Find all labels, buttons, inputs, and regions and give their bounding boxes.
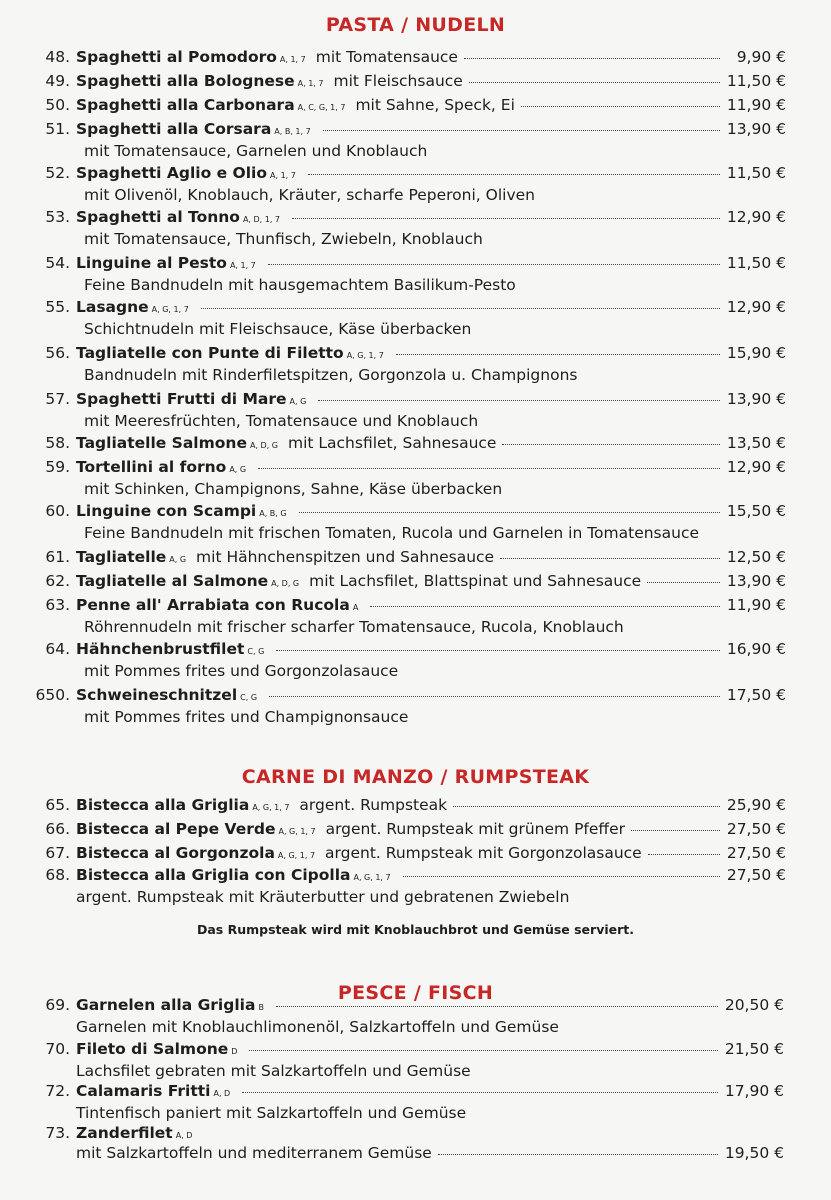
item-allergens: A, G, 1, 7 — [346, 351, 384, 360]
item-allergens: A, D, G — [271, 579, 300, 588]
item-name: Penne all' Arrabiata con Rucola — [76, 596, 350, 614]
item-description: mit Schinken, Champignons, Sahne, Käse überbacken — [84, 480, 503, 498]
dot-leader — [242, 1091, 718, 1093]
menu-item-row — [0, 1124, 784, 1146]
item-price: 13,90 € — [726, 120, 786, 138]
item-name: Bistecca alla Griglia con Cipolla — [76, 866, 351, 884]
dot-leader — [201, 307, 720, 309]
item-allergens: A, G — [229, 465, 247, 474]
item-allergens: A, C, G, 1, 7 — [297, 103, 346, 112]
item-description: mit Meeresfrüchten, Tomatensauce und Knoblauch — [84, 412, 479, 430]
item-number: 61. — [45, 548, 70, 566]
section-title-pasta: PASTA / NUDELN — [325, 14, 506, 36]
item-price: 11,90 € — [726, 596, 786, 614]
dot-leader — [318, 399, 720, 401]
item-name: Calamaris Fritti — [76, 1082, 211, 1100]
item-number: 64. — [45, 640, 70, 658]
item-name: Tortellini al forno — [76, 458, 227, 476]
item-number: 48. — [45, 48, 70, 66]
item-number: 67. — [45, 844, 70, 862]
dot-leader — [292, 217, 720, 219]
item-allergens: A, G, 1, 7 — [278, 827, 316, 836]
item-price: 27,50 € — [726, 844, 786, 862]
item-inline-description: mit Lachsfilet, Sahnesauce — [287, 434, 497, 452]
item-name: Bistecca alla Griglia — [76, 796, 250, 814]
section-title-carne: CARNE DI MANZO / RUMPSTEAK — [241, 766, 590, 788]
item-name: Zanderfilet — [76, 1124, 173, 1142]
carne-note: Das Rumpsteak wird mit Knoblauchbrot und Gemüse serviert. — [196, 922, 634, 937]
menu-item-row — [0, 844, 786, 866]
item-number: 69. — [45, 996, 70, 1014]
item-name: Fileto di Salmone — [76, 1040, 229, 1058]
item-allergens: A, 1, 7 — [229, 261, 256, 270]
item-allergens: A, 1, 7 — [270, 171, 296, 180]
item-description: Feine Bandnudeln mit hausgemachtem Basilikum-Pesto — [84, 276, 516, 294]
menu-item-row — [0, 1040, 784, 1062]
item-price: 21,50 € — [724, 1040, 784, 1058]
item-allergens: A, D — [175, 1131, 193, 1140]
item-price: 11,90 € — [726, 96, 786, 114]
item-allergens: A, D, G — [249, 441, 278, 450]
dot-leader — [396, 353, 720, 355]
menu-item-row — [0, 298, 786, 320]
item-number: 70. — [45, 1040, 70, 1058]
item-number: 73. — [45, 1124, 70, 1142]
item-name: Tagliatelle Salmone — [76, 434, 247, 452]
item-name: Linguine al Pesto — [76, 254, 227, 272]
item-description: Garnelen mit Knoblauchlimonenöl, Salzkartoffeln und Gemüse — [76, 1018, 559, 1036]
item-allergens: A, D, 1, 7 — [242, 215, 281, 224]
item-number: 66. — [45, 820, 70, 838]
item-description: Röhrennudeln mit frischer scharfer Tomatensauce, Rucola, Knoblauch — [84, 618, 624, 636]
menu-item-row — [0, 796, 786, 818]
menu-item-row — [0, 548, 786, 570]
item-inline-description: mit Tomatensauce — [315, 48, 458, 66]
item-name: Tagliatelle con Punte di Filetto — [76, 344, 344, 362]
dot-leader — [308, 173, 720, 175]
item-name: Spaghetti Frutti di Mare — [76, 390, 287, 408]
item-price: 13,90 € — [726, 572, 786, 590]
dot-leader — [438, 1153, 718, 1155]
dot-leader — [631, 829, 720, 831]
item-price: 27,50 € — [726, 866, 786, 884]
item-number: 56. — [45, 344, 70, 362]
item-description: Schichtnudeln mit Fleischsauce, Käse überbacken — [84, 320, 472, 338]
item-name: Garnelen alla Griglia — [76, 996, 256, 1014]
section-title-pesce: PESCE / FISCH — [337, 982, 494, 1004]
item-inline-description: mit Lachsfilet, Blattspinat und Sahnesauce — [309, 572, 642, 590]
item-name: Tagliatelle — [76, 548, 167, 566]
item-allergens: A, G — [169, 555, 187, 564]
item-number: 62. — [45, 572, 70, 590]
dot-leader — [500, 557, 720, 559]
menu-item-row — [0, 572, 786, 594]
item-price: 15,50 € — [726, 502, 786, 520]
item-description: mit Pommes frites und Champignonsauce — [84, 708, 409, 726]
item-price: 20,50 € — [724, 996, 784, 1014]
item-price: 12,90 € — [726, 458, 786, 476]
item-number: 650. — [35, 686, 70, 704]
item-allergens: A, G, 1, 7 — [277, 851, 316, 860]
menu-item-row — [0, 344, 786, 366]
menu-item-row — [0, 996, 784, 1018]
item-price: 12,90 € — [726, 298, 786, 316]
item-price: 11,50 € — [726, 164, 786, 182]
item-number: 49. — [45, 72, 70, 90]
menu-item-row — [0, 640, 786, 662]
item-price: 15,90 € — [726, 344, 786, 362]
menu-item-row — [0, 596, 786, 618]
pesce-extra-price: 19,50 € — [724, 1144, 784, 1162]
dot-leader — [323, 129, 720, 131]
item-description: Tintenfisch paniert mit Salzkartoffeln und Gemüse — [76, 1104, 467, 1122]
item-inline-description: argent. Rumpsteak — [299, 796, 448, 814]
item-allergens: B — [258, 1003, 264, 1012]
item-allergens: A, G, 1, 7 — [353, 873, 391, 882]
item-inline-description: mit Sahne, Speck, Ei — [355, 96, 515, 114]
item-number: 50. — [45, 96, 70, 114]
dot-leader — [258, 467, 720, 469]
item-price: 12,90 € — [726, 208, 786, 226]
item-number: 54. — [45, 254, 70, 272]
item-allergens: A, B, 1, 7 — [274, 127, 311, 136]
menu-item-row — [0, 72, 786, 94]
menu-item-row — [0, 866, 786, 888]
item-number: 52. — [45, 164, 70, 182]
item-description: mit Tomatensauce, Garnelen und Knoblauch — [84, 142, 428, 160]
item-price: 25,90 € — [726, 796, 786, 814]
item-number: 60. — [45, 502, 70, 520]
item-number: 63. — [45, 596, 70, 614]
dot-leader — [403, 875, 720, 877]
item-allergens: C, G — [240, 693, 258, 702]
item-description: Feine Bandnudeln mit frischen Tomaten, Rucola und Garnelen in Tomatensauce — [84, 524, 700, 542]
item-name: Spaghetti alla Bolognese — [76, 72, 295, 90]
menu-item-row — [0, 502, 786, 524]
dot-leader — [469, 81, 720, 83]
item-inline-description: argent. Rumpsteak mit Gorgonzolasauce — [325, 844, 642, 862]
item-inline-description: mit Fleischsauce — [333, 72, 463, 90]
item-name: Spaghetti alla Corsara — [76, 120, 272, 138]
item-number: 55. — [45, 298, 70, 316]
item-description: Bandnudeln mit Rinderfiletspitzen, Gorgonzola u. Champignons — [84, 366, 578, 384]
item-number: 59. — [45, 458, 70, 476]
menu-item-row — [0, 254, 786, 276]
menu-item-row — [0, 820, 786, 842]
pesce-extra-line — [8, 1144, 784, 1166]
dot-leader — [299, 511, 720, 513]
item-description: mit Pommes frites und Gorgonzolasauce — [84, 662, 399, 680]
item-allergens: A — [352, 603, 359, 612]
dot-leader — [453, 805, 720, 807]
menu-item-row — [0, 96, 786, 118]
item-price: 13,50 € — [726, 434, 786, 452]
item-inline-description: mit Hähnchenspitzen und Sahnesauce — [196, 548, 495, 566]
dot-leader — [464, 57, 720, 59]
menu-item-row — [0, 1082, 784, 1104]
item-allergens: A, 1, 7 — [279, 55, 306, 64]
item-name: Lasagne — [76, 298, 149, 316]
item-inline-description: argent. Rumpsteak mit grünem Pfeffer — [325, 820, 625, 838]
item-price: 27,50 € — [726, 820, 786, 838]
dot-leader — [502, 443, 720, 445]
item-name: Hähnchenbrustfilet — [76, 640, 245, 658]
item-allergens: A, G, 1, 7 — [252, 803, 290, 812]
item-number: 65. — [45, 796, 70, 814]
dot-leader — [276, 649, 720, 651]
item-number: 51. — [45, 120, 70, 138]
item-name: Linguine con Scampi — [76, 502, 257, 520]
item-price: 11,50 € — [726, 72, 786, 90]
item-allergens: A, 1, 7 — [297, 79, 324, 88]
item-name: Bistecca al Gorgonzola — [76, 844, 275, 862]
item-allergens: D — [231, 1047, 238, 1056]
dot-leader — [647, 581, 720, 583]
item-price: 9,90 € — [736, 48, 786, 66]
item-number: 58. — [45, 434, 70, 452]
item-description: mit Olivenöl, Knoblauch, Kräuter, scharfe Peperoni, Oliven — [84, 186, 535, 204]
item-number: 68. — [45, 866, 70, 884]
item-allergens: A, G, 1, 7 — [151, 305, 189, 314]
item-price: 12,50 € — [726, 548, 786, 566]
dot-leader — [521, 105, 720, 107]
item-name: Spaghetti al Tonno — [76, 208, 240, 226]
item-name: Bistecca al Pepe Verde — [76, 820, 276, 838]
item-description: mit Tomatensauce, Thunfisch, Zwiebeln, Knoblauch — [84, 230, 483, 248]
item-name: Spaghetti Aglio e Olio — [76, 164, 268, 182]
dot-leader — [268, 263, 720, 265]
item-description: argent. Rumpsteak mit Kräuterbutter und gebratenen Zwiebeln — [76, 888, 570, 906]
item-price: 11,50 € — [726, 254, 786, 272]
menu-item-row — [0, 48, 786, 70]
item-allergens: A, D — [213, 1089, 231, 1098]
item-number: 53. — [45, 208, 70, 226]
menu-item-row — [0, 120, 786, 142]
item-name: Tagliatelle al Salmone — [76, 572, 269, 590]
item-price: 16,90 € — [726, 640, 786, 658]
pesce-extra-desc: mit Salzkartoffeln und mediterranem Gemüse — [76, 1144, 432, 1162]
dot-leader — [370, 605, 720, 607]
item-number: 57. — [45, 390, 70, 408]
menu-item-row — [0, 686, 786, 708]
item-name: Schweineschnitzel — [76, 686, 238, 704]
item-number: 72. — [45, 1082, 70, 1100]
item-price: 17,90 € — [724, 1082, 784, 1100]
item-allergens: A, G — [289, 397, 307, 406]
menu-item-row — [0, 434, 786, 456]
item-name: Spaghetti al Pomodoro — [76, 48, 277, 66]
item-allergens: A, B, G — [259, 509, 287, 518]
item-allergens: C, G — [247, 647, 265, 656]
menu-item-row — [0, 458, 786, 480]
dot-leader — [249, 1049, 718, 1051]
dot-leader — [269, 695, 720, 697]
menu-item-row — [0, 390, 786, 412]
menu-item-row — [0, 208, 786, 230]
item-name: Spaghetti alla Carbonara — [76, 96, 295, 114]
menu-item-row — [0, 164, 786, 186]
item-price: 13,90 € — [726, 390, 786, 408]
item-description: Lachsfilet gebraten mit Salzkartoffeln und Gemüse — [76, 1062, 471, 1080]
dot-leader — [276, 1005, 718, 1007]
dot-leader — [648, 853, 720, 855]
item-price: 17,50 € — [726, 686, 786, 704]
